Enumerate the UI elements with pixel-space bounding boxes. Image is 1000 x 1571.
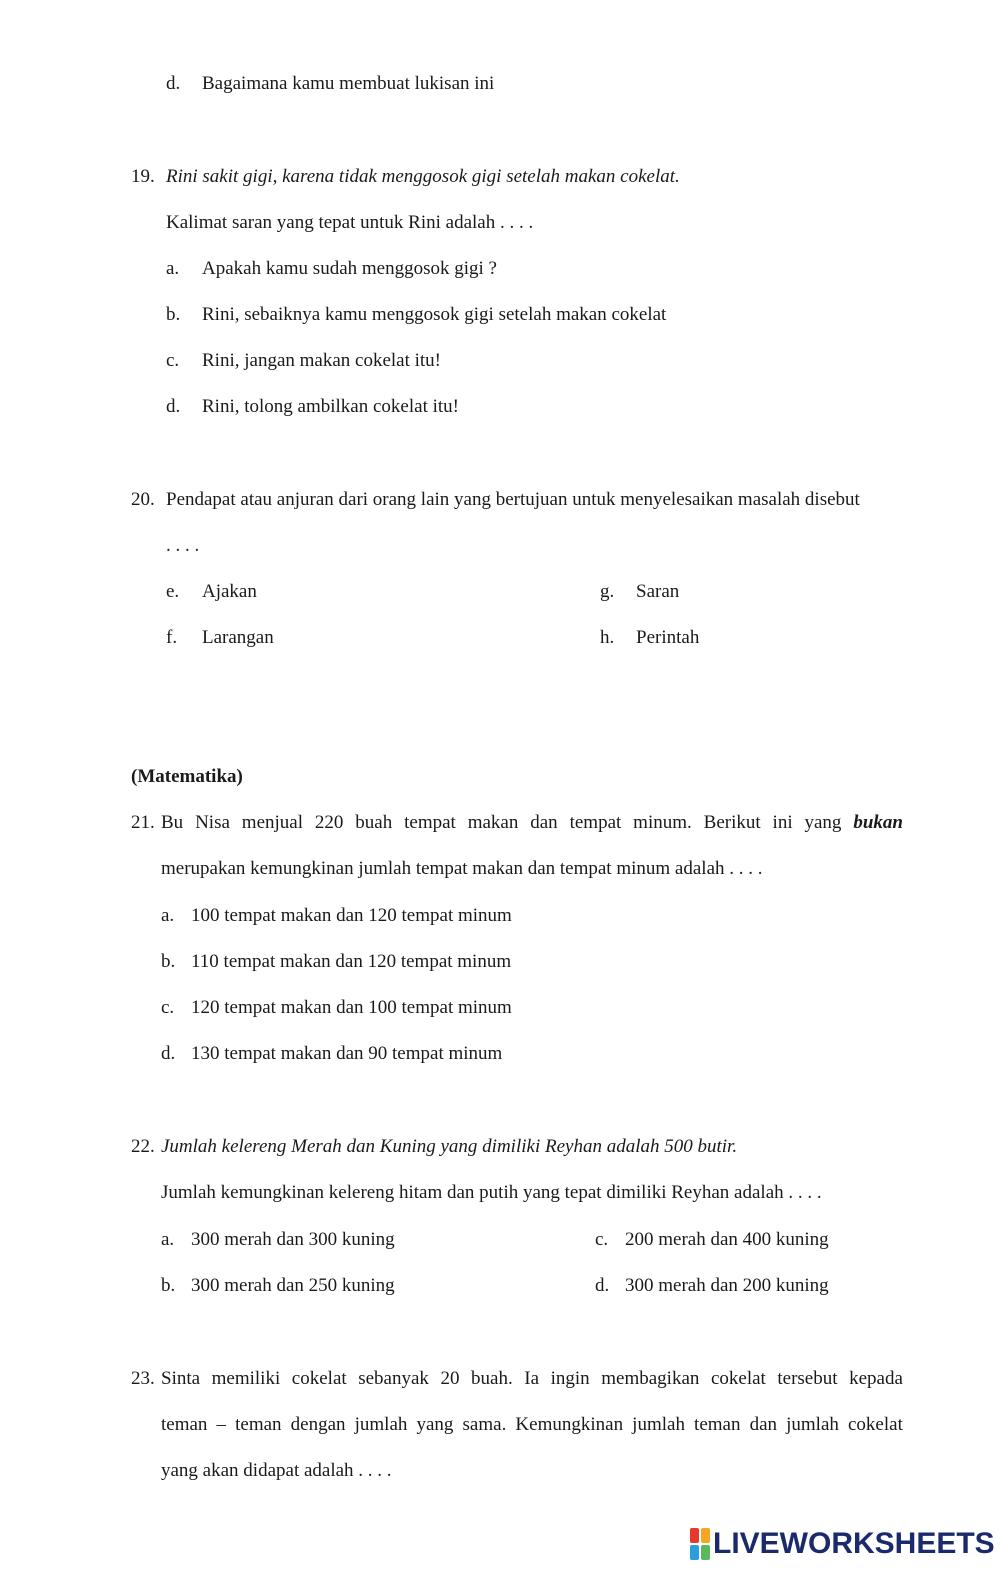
q21-word: tempat xyxy=(404,812,456,833)
q21-word: yang xyxy=(804,812,842,833)
q23-word: sebanyak xyxy=(358,1368,429,1389)
q22-option-b-text: 300 merah dan 250 kuning xyxy=(191,1275,395,1296)
logo-block xyxy=(690,1528,699,1543)
q18-option-d-text: Bagaimana kamu membuat lukisan ini xyxy=(202,73,495,94)
q20-option-f-letter: f. xyxy=(166,627,178,648)
q20-option-g-text: Saran xyxy=(636,581,680,602)
logo-block xyxy=(690,1545,699,1560)
q23-word: teman xyxy=(161,1414,208,1435)
q20-option-h-text: Perintah xyxy=(636,627,700,648)
q23-word: – xyxy=(216,1414,227,1435)
q23-word: Kemungkinan xyxy=(515,1414,624,1435)
q21-line1 xyxy=(161,811,903,835)
q23-number: 23. xyxy=(131,1368,155,1389)
q23-word: Ia xyxy=(524,1368,540,1389)
q19-option-b-letter: b. xyxy=(166,304,181,325)
q20-number: 20. xyxy=(131,489,155,510)
q23-word: jumlah xyxy=(354,1414,408,1435)
q22-option-b-letter: b. xyxy=(161,1275,176,1296)
q21-option-c-text: 120 tempat makan dan 100 tempat minum xyxy=(191,997,512,1018)
q23-line1 xyxy=(161,1367,903,1391)
liveworksheets-logo[interactable] xyxy=(690,1527,995,1561)
q19-option-c-letter: c. xyxy=(166,350,180,371)
q23-word: sama. xyxy=(462,1414,507,1435)
q22-statement: Jumlah kelereng Merah dan Kuning yang dimiliki Reyhan adalah 500 butir. xyxy=(161,1136,738,1157)
q22-option-a-letter: a. xyxy=(161,1229,175,1250)
q20-option-g-letter: g. xyxy=(600,581,615,602)
q22-option-d-letter: d. xyxy=(595,1275,610,1296)
q21-word: buah xyxy=(355,812,393,833)
q20-option-e-letter: e. xyxy=(166,581,180,602)
q20-continuation: . . . . xyxy=(166,535,200,556)
q20-option-f-text: Larangan xyxy=(202,627,274,648)
liveworksheets-logo-text: LIVEWORKSHEETS xyxy=(713,1527,995,1560)
q19-prompt: Kalimat saran yang tepat untuk Rini adalah . . . . xyxy=(166,212,534,233)
q19-option-d-letter: d. xyxy=(166,396,181,417)
q23-word: buah. xyxy=(471,1368,513,1389)
q19-option-a-text: Apakah kamu sudah menggosok gigi ? xyxy=(202,258,497,279)
q20-option-e-text: Ajakan xyxy=(202,581,257,602)
q23-word: cokelat xyxy=(710,1368,766,1389)
q19-number: 19. xyxy=(131,166,155,187)
q21-option-a-letter: a. xyxy=(161,905,175,926)
q21-option-b-text: 110 tempat makan dan 120 tempat minum xyxy=(191,951,512,972)
q19-option-b-text: Rini, sebaiknya kamu menggosok gigi setelah makan cokelat xyxy=(202,304,667,325)
q23-word: memiliki xyxy=(211,1368,281,1389)
q21-word: Berikut xyxy=(703,812,761,833)
q21-word: Bu xyxy=(161,812,184,833)
q21-word: 220 xyxy=(314,812,344,833)
q19-option-d-text: Rini, tolong ambilkan cokelat itu! xyxy=(202,396,459,417)
section-title: (Matematika) xyxy=(131,766,243,787)
q23-word: yang xyxy=(416,1414,454,1435)
q19-option-a-letter: a. xyxy=(166,258,180,279)
q22-option-c-letter: c. xyxy=(595,1229,609,1250)
q21-word: dan xyxy=(530,812,558,833)
q20-question: Pendapat atau anjuran dari orang lain yang bertujuan untuk menyelesaikan masalah disebut xyxy=(166,489,860,510)
q21-option-d-text: 130 tempat makan dan 90 tempat minum xyxy=(191,1043,503,1064)
q22-prompt: Jumlah kemungkinan kelereng hitam dan putih yang tepat dimiliki Reyhan adalah . . . . xyxy=(161,1182,822,1203)
q21-option-a-text: 100 tempat makan dan 120 tempat minum xyxy=(191,905,512,926)
liveworksheets-logo-icon xyxy=(690,1528,710,1560)
q19-option-c-text: Rini, jangan makan cokelat itu! xyxy=(202,350,442,371)
q23-word: 20 xyxy=(440,1368,460,1389)
q19-statement: Rini sakit gigi, karena tidak menggosok gigi setelah makan cokelat. xyxy=(166,166,680,187)
q23-word: jumlah xyxy=(786,1414,839,1435)
q21-word: minum. xyxy=(633,812,692,833)
q23-word: dengan xyxy=(290,1414,346,1435)
q21-word: makan xyxy=(467,812,519,833)
logo-block xyxy=(701,1545,710,1560)
q20-option-h-letter: h. xyxy=(600,627,615,648)
q23-word: jumlah xyxy=(632,1414,685,1435)
q23-word: Sinta xyxy=(161,1368,201,1389)
q21-word: menjual xyxy=(241,812,303,833)
q21-option-c-letter: c. xyxy=(161,997,175,1018)
q18-option-d-letter: d. xyxy=(166,73,181,94)
q23-line3: yang akan didapat adalah . . . . xyxy=(161,1460,392,1481)
q21-option-b-letter: b. xyxy=(161,951,176,972)
q23-word: teman xyxy=(694,1414,741,1435)
q23-word: teman xyxy=(235,1414,282,1435)
q23-word: membagikan xyxy=(601,1368,700,1389)
q22-option-d-text: 300 merah dan 200 kuning xyxy=(625,1275,829,1296)
q21-word: tempat xyxy=(569,812,622,833)
logo-block xyxy=(701,1528,710,1543)
q23-word: dan xyxy=(749,1414,778,1435)
q23-word: cokelat xyxy=(847,1414,903,1435)
q21-word: ini xyxy=(772,812,793,833)
q23-word: tersebut xyxy=(777,1368,838,1389)
q23-line2 xyxy=(161,1413,903,1437)
q21-word: Nisa xyxy=(195,812,230,833)
q21-emphasis: bukan xyxy=(853,812,903,833)
q22-option-c-text: 200 merah dan 400 kuning xyxy=(625,1229,829,1250)
q21-line2: merupakan kemungkinan jumlah tempat makan dan tempat minum adalah . . . . xyxy=(161,858,763,879)
q23-word: kepada xyxy=(849,1368,903,1389)
q22-number: 22. xyxy=(131,1136,155,1157)
q23-word: ingin xyxy=(550,1368,590,1389)
q21-option-d-letter: d. xyxy=(161,1043,176,1064)
q23-word: cokelat xyxy=(291,1368,347,1389)
q22-option-a-text: 300 merah dan 300 kuning xyxy=(191,1229,395,1250)
q21-number: 21. xyxy=(131,812,155,833)
